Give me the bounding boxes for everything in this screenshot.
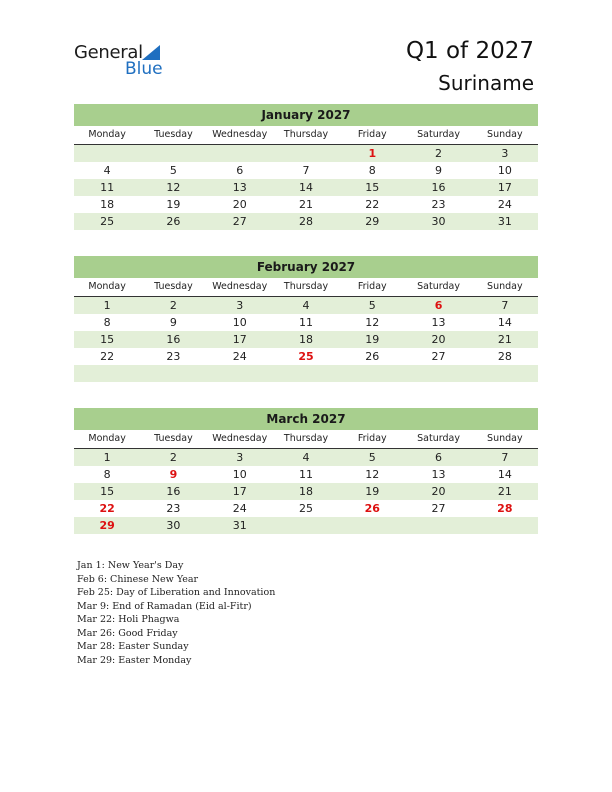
date-cell: 3 xyxy=(236,299,244,312)
weekday-label: Sunday xyxy=(487,281,523,292)
date-cell: 7 xyxy=(501,299,509,312)
date-cell: 1 xyxy=(103,451,111,464)
week-row xyxy=(74,162,538,179)
date-cell: 11 xyxy=(100,181,115,194)
date-cell: 6 xyxy=(435,451,443,464)
date-cell: 17 xyxy=(497,181,512,194)
weekday-label: Thursday xyxy=(283,433,329,444)
weekday-label: Monday xyxy=(88,129,126,140)
date-cell: 18 xyxy=(298,333,313,346)
weekday-label: Friday xyxy=(357,281,387,292)
date-cell: 17 xyxy=(232,485,247,498)
week-row xyxy=(74,297,538,314)
month-title: March 2027 xyxy=(74,408,538,430)
holiday-date-cell: 22 xyxy=(99,502,115,515)
date-cell: 3 xyxy=(236,451,244,464)
date-cell: 13 xyxy=(431,468,446,481)
date-cell: 30 xyxy=(166,519,181,532)
date-cell: 23 xyxy=(166,502,181,515)
date-cell: 15 xyxy=(100,333,115,346)
month-title: January 2027 xyxy=(74,104,538,126)
date-cell: 5 xyxy=(368,451,376,464)
date-cell: 2 xyxy=(169,451,177,464)
date-cell: 12 xyxy=(365,316,380,329)
date-cell: 2 xyxy=(435,147,443,160)
holiday-date-cell: 26 xyxy=(364,502,380,515)
date-cell: 5 xyxy=(368,299,376,312)
date-cell: 27 xyxy=(431,502,446,515)
date-cell: 18 xyxy=(100,198,115,211)
week-row xyxy=(74,517,538,534)
weekday-label: Saturday xyxy=(417,129,460,140)
date-cell: 7 xyxy=(501,451,509,464)
date-cell: 14 xyxy=(497,316,512,329)
weekday-label: Tuesday xyxy=(154,433,193,444)
month-march xyxy=(74,408,538,534)
date-cell: 25 xyxy=(298,502,313,515)
date-cell: 24 xyxy=(497,198,512,211)
date-cell: 24 xyxy=(232,350,247,363)
weekday-label: Thursday xyxy=(283,281,329,292)
date-cell xyxy=(273,145,339,162)
month-title: February 2027 xyxy=(74,256,538,278)
holiday-date-cell: 1 xyxy=(368,147,377,160)
date-cell xyxy=(74,145,140,162)
date-cell: 22 xyxy=(365,198,380,211)
date-cell: 26 xyxy=(365,350,380,363)
date-cell xyxy=(472,517,538,534)
week-row xyxy=(74,483,538,500)
date-cell: 16 xyxy=(431,181,446,194)
date-cell: 9 xyxy=(435,164,443,177)
date-cell: 23 xyxy=(431,198,446,211)
page-title: Q1 of 2027 xyxy=(405,38,534,64)
logo-text-blue: Blue xyxy=(125,59,163,79)
date-cell: 26 xyxy=(166,215,181,228)
date-cell: 6 xyxy=(236,164,244,177)
week-row xyxy=(74,196,538,213)
week-row xyxy=(74,348,538,365)
date-cell: 14 xyxy=(298,181,313,194)
date-cell: 19 xyxy=(365,333,380,346)
holiday-list-item: Feb 25: Day of Liberation and Innovation xyxy=(77,587,276,598)
date-cell: 22 xyxy=(100,350,115,363)
week-row xyxy=(74,213,538,230)
week-row xyxy=(74,500,538,517)
date-cell: 5 xyxy=(169,164,177,177)
date-cell: 10 xyxy=(497,164,512,177)
date-cell xyxy=(140,145,206,162)
date-cell xyxy=(405,517,471,534)
weekday-label: Thursday xyxy=(283,129,329,140)
weekday-label: Tuesday xyxy=(154,281,193,292)
holiday-list-item: Mar 26: Good Friday xyxy=(77,627,178,639)
date-cell: 29 xyxy=(365,215,380,228)
weekday-header-row xyxy=(74,278,538,297)
date-cell: 8 xyxy=(103,316,111,329)
date-cell: 10 xyxy=(232,316,247,329)
holiday-date-cell: 6 xyxy=(434,299,443,312)
weekday-header-row xyxy=(74,126,538,145)
date-cell: 13 xyxy=(431,316,446,329)
date-cell: 24 xyxy=(232,502,247,515)
generalblue-logo xyxy=(74,42,174,82)
week-row xyxy=(74,449,538,466)
date-cell xyxy=(207,145,273,162)
date-cell: 19 xyxy=(166,198,181,211)
date-cell: 14 xyxy=(497,468,512,481)
date-cell xyxy=(472,365,538,382)
date-cell: 13 xyxy=(232,181,247,194)
date-cell: 12 xyxy=(166,181,181,194)
date-cell xyxy=(140,365,206,382)
date-cell: 11 xyxy=(298,316,313,329)
weekday-label: Monday xyxy=(88,281,126,292)
date-cell: 9 xyxy=(169,316,177,329)
date-cell xyxy=(273,517,339,534)
weekday-label: Wednesday xyxy=(212,433,268,444)
date-cell: 25 xyxy=(100,215,115,228)
date-cell: 12 xyxy=(365,468,380,481)
week-row xyxy=(74,331,538,348)
holiday-list-item: Mar 22: Holi Phagwa xyxy=(77,614,180,625)
week-row xyxy=(74,365,538,382)
date-cell: 21 xyxy=(497,333,512,346)
holiday-list-item: Mar 29: Easter Monday xyxy=(77,654,192,666)
date-cell: 23 xyxy=(166,350,181,363)
weekday-header-row xyxy=(74,430,538,449)
date-cell: 8 xyxy=(103,468,111,481)
date-cell: 17 xyxy=(232,333,247,346)
date-cell: 3 xyxy=(501,147,509,160)
date-cell: 20 xyxy=(431,485,446,498)
date-cell: 30 xyxy=(431,215,446,228)
date-cell: 16 xyxy=(166,485,181,498)
date-cell: 21 xyxy=(298,198,313,211)
date-cell: 1 xyxy=(103,299,111,312)
weekday-label: Monday xyxy=(88,433,126,444)
country-name: Suriname xyxy=(438,71,534,95)
holiday-list-item: Feb 6: Chinese New Year xyxy=(77,573,199,585)
date-cell xyxy=(74,365,140,382)
logo-triangle-icon xyxy=(142,45,160,60)
weekday-label: Friday xyxy=(357,433,387,444)
date-cell: 27 xyxy=(431,350,446,363)
weekday-label: Sunday xyxy=(487,129,523,140)
date-cell: 15 xyxy=(365,181,380,194)
weekday-label: Tuesday xyxy=(154,129,193,140)
holiday-date-cell: 9 xyxy=(169,468,178,481)
weekday-label: Sunday xyxy=(487,433,523,444)
holiday-list xyxy=(77,559,275,667)
date-cell: 28 xyxy=(298,215,313,228)
date-cell xyxy=(339,365,405,382)
date-cell xyxy=(207,365,273,382)
date-cell: 8 xyxy=(368,164,376,177)
month-february xyxy=(74,256,538,382)
week-row xyxy=(74,314,538,331)
weekday-label: Saturday xyxy=(417,433,460,444)
month-january xyxy=(74,104,538,230)
date-cell: 31 xyxy=(497,215,512,228)
date-cell xyxy=(273,365,339,382)
date-cell: 21 xyxy=(497,485,512,498)
holiday-list-item: Jan 1: New Year's Day xyxy=(77,560,184,571)
date-cell: 4 xyxy=(302,299,310,312)
weekday-label: Wednesday xyxy=(212,281,268,292)
date-cell: 20 xyxy=(232,198,247,211)
date-cell xyxy=(339,517,405,534)
holiday-date-cell: 28 xyxy=(497,502,513,515)
date-cell: 27 xyxy=(232,215,247,228)
date-cell: 18 xyxy=(298,485,313,498)
date-cell: 19 xyxy=(365,485,380,498)
date-cell: 2 xyxy=(169,299,177,312)
weekday-label: Saturday xyxy=(417,281,460,292)
holiday-date-cell: 25 xyxy=(298,350,314,363)
holiday-date-cell: 29 xyxy=(99,519,115,532)
date-cell: 7 xyxy=(302,164,310,177)
date-cell xyxy=(405,365,471,382)
date-cell: 4 xyxy=(103,164,111,177)
week-row xyxy=(74,145,538,162)
week-row xyxy=(74,466,538,483)
date-cell: 16 xyxy=(166,333,181,346)
week-row xyxy=(74,179,538,196)
date-cell: 4 xyxy=(302,451,310,464)
date-cell: 28 xyxy=(497,350,512,363)
logo-text-general: General xyxy=(74,42,143,63)
weekday-label: Wednesday xyxy=(212,129,268,140)
date-cell: 31 xyxy=(232,519,247,532)
weekday-label: Friday xyxy=(357,129,387,140)
date-cell: 11 xyxy=(298,468,313,481)
holiday-list-item: Mar 9: End of Ramadan (Eid al-Fitr) xyxy=(77,600,252,612)
date-cell: 10 xyxy=(232,468,247,481)
date-cell: 15 xyxy=(100,485,115,498)
date-cell: 20 xyxy=(431,333,446,346)
holiday-list-item: Mar 28: Easter Sunday xyxy=(77,641,189,652)
